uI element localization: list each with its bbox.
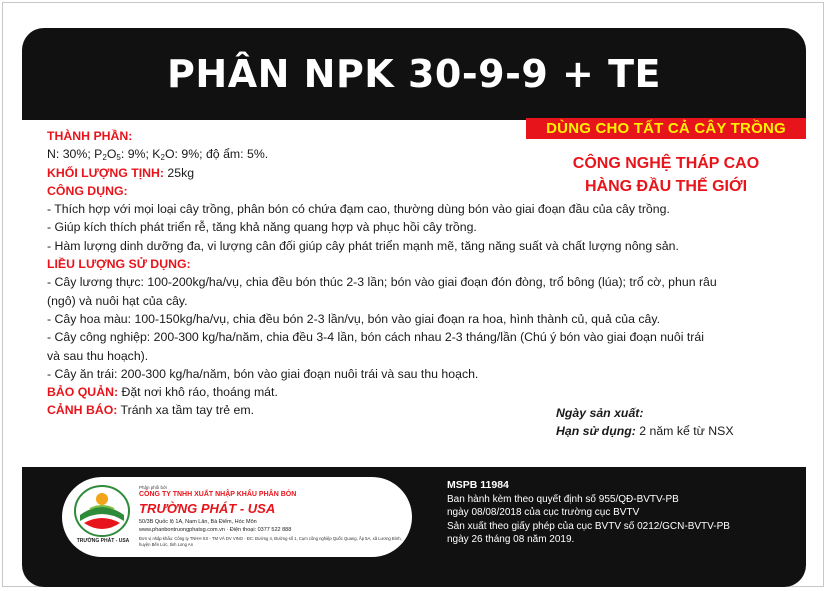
company-name: CÔNG TY TNHH XUẤT NHẬP KHẨU PHÂN BÓN <box>139 491 297 498</box>
warning-value: Tránh xa tầm tay trẻ em. <box>117 403 255 418</box>
net-weight-label: KHỐI LƯỢNG TỊNH: <box>47 165 165 180</box>
registration-line: ngày 26 tháng 08 năm 2019. <box>447 534 575 545</box>
logo-caption: TRƯỜNG PHÁT - USA <box>76 538 130 544</box>
label-content <box>47 127 807 420</box>
uses-item: - Hàm lượng dinh dưỡng đa, vi lượng cân đối giúp cây phát triển mạnh mẽ, tăng năng suất và chất lượng nông sản. <box>47 238 679 253</box>
registration-line: Ban hành kèm theo quyết định số 955/QĐ-BVTV-PB <box>447 493 679 505</box>
dosage-item: và sau thu hoạch). <box>47 348 149 363</box>
uses-label: CÔNG DỤNG: <box>47 183 128 198</box>
production-date: Ngày sản xuất: <box>556 406 644 420</box>
net-weight-value: 25kg <box>164 165 195 180</box>
registration-line: ngày 08/08/2018 của cục trường cục BVTV <box>447 507 640 518</box>
dosage-item: - Cây hoa màu: 100-150kg/ha/vụ, chia đều bón 2-3 lần/vụ, bón vào giai đoạn ra hoa, hình thành củ, quả của cây. <box>47 311 660 326</box>
dosage-item: (ngô) và nuôi hạt của cây. <box>47 293 188 308</box>
footer <box>22 467 806 587</box>
dosage-item: - Cây công nghiệp: 200-300 kg/ha/năm, chia đều 3-4 lần, bón cách nhau 2-3 tháng/lần (Chú ý bón vào giai đoạn nuôi trái <box>47 330 704 345</box>
company-logo-icon <box>74 485 130 537</box>
storage <box>47 383 807 401</box>
uses-item: - Thích hợp với mọi loại cây trồng, phân bón có chứa đạm cao, thường dùng bón vào giai đoạn đầu của cây trồng. <box>47 202 670 217</box>
production-info <box>556 404 734 441</box>
registration-line: Sản xuất theo giấy phép của cục BVTV số 0212/GCN-BVTV-PB <box>447 520 730 532</box>
dosage-item: - Cây lương thực: 100-200kg/ha/vụ, chia đều bón thúc 2-3 lần; bón vào giai đoạn đón đòng, trổ bông (lúa); trổ cờ, phun râu <box>47 275 717 290</box>
all-crops-banner: DÙNG CHO TẤT CẢ CÂY TRỒNG <box>526 118 806 139</box>
company-brand: TRƯỜNG PHÁT - USA <box>139 501 276 516</box>
distributed-by: Phân phối bởi <box>139 485 167 490</box>
composition-label: THÀNH PHẦN: <box>47 129 133 143</box>
company-logo-panel <box>62 477 412 557</box>
expiry-label: Hạn sử dụng: <box>556 424 636 439</box>
net-weight <box>47 164 807 182</box>
title-header <box>22 28 806 120</box>
uses-item: - Giúp kích thích phát triển rễ, tăng khả năng quang hợp và phục hồi cây trồng. <box>47 220 477 235</box>
composition-value: N: 30%; $P_2O_5$: 9%; $K_2O$: 9%; độ ẩm: 5%. <box>47 147 269 163</box>
storage-label: BẢO QUẢN: <box>47 385 119 400</box>
warning-label: CẢNH BÁO: <box>47 403 118 418</box>
dosage-item: - Cây ăn trái: 200-300 kg/ha/năm, bón vào giai đoạn nuôi trái và sau thu hoạch. <box>47 366 479 381</box>
tech-line-2: HÀNG ĐẦU THẾ GIỚI <box>584 178 748 195</box>
expiry-value: 2 năm kể từ NSX <box>635 424 734 439</box>
expiry <box>556 422 734 440</box>
tech-line-1: CÔNG NGHỆ THÁP CAO <box>572 155 760 172</box>
importer-info: Đơn vị nhập khẩu: Công ty TNHH SX - TM VÀ DV VINO · ĐC: Đường 4, Đường số 1, Cụm công nghiệp Quốc Quang, Ấp 5A, xã Lương Bình, huyện Bến Lức, tỉnh Long An <box>139 536 402 547</box>
product-title: PHÂN NPK 30-9-9 + TE <box>167 52 661 96</box>
company-website: www.phanbontruongphatsg.com.vn · Điện thoại: 0377 522 888 <box>139 527 292 533</box>
company-address: 50/3B Quốc lộ 1A, Nam Lân, Bà Điểm, Hóc Môn <box>139 519 257 525</box>
registration-info <box>447 479 730 547</box>
dosage-label: LIỀU LƯỢNG SỬ DỤNG: <box>47 257 191 272</box>
storage-value: Đặt nơi khô ráo, thoáng mát. <box>118 385 278 400</box>
mspb-code: MSPB 11984 <box>447 479 509 491</box>
